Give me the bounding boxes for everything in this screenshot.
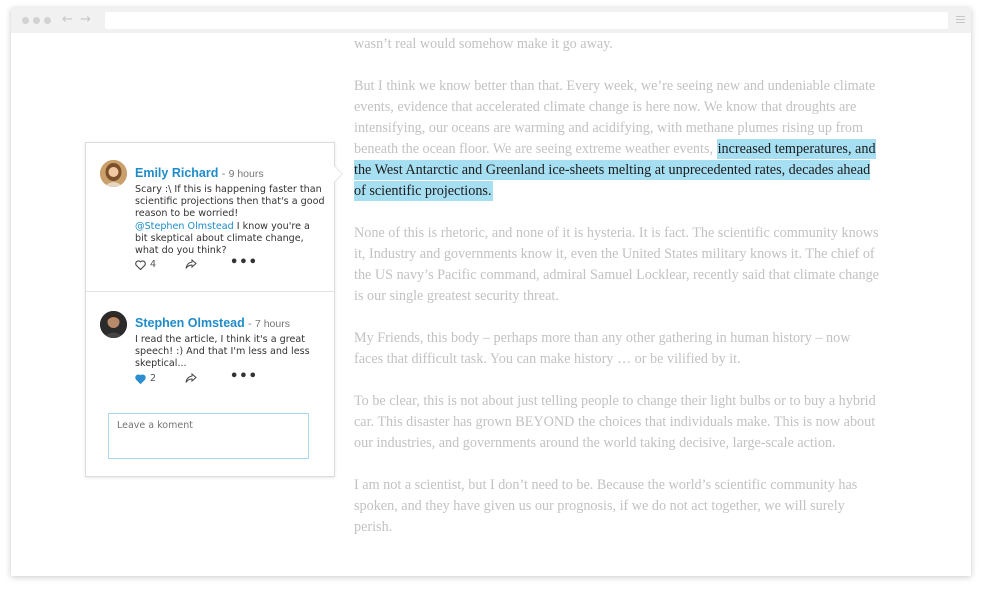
comment-text: I read the article, I think it's a great speech! :) And that I'm less and less skeptical... bbox=[135, 334, 310, 370]
article-paragraph: wasn’t real would somehow make it go away. bbox=[354, 36, 613, 52]
like-button[interactable] bbox=[135, 373, 156, 384]
article-paragraph: None of this is rhetoric, and none of it is hysteria. It is fact. The scientific community knows it, Industry and governments know it, even the United States military knows it. The chief of the US navy’s Pacific command, admiral Samuel Locklear, recently said that climate change is our single greatest security threat. bbox=[354, 225, 879, 304]
highlighted-text[interactable]: increased temperatures, and the West Antarctic and Greenland ice-sheets melting at unprecedented rates, decades ahead of scientific projections. bbox=[354, 141, 876, 199]
like-count: 2 bbox=[150, 373, 157, 384]
article-paragraph: I am not a scientist, but I don’t need to be. Because the world’s scientific community has spoken, and they have given us our prognosis, if we do not act together, we will surely perish. bbox=[354, 477, 858, 535]
comment-time: 9 hours bbox=[228, 168, 264, 180]
article-paragraph: To be clear, this is not about just telling people to change their light bulbs or to buy a hybrid car. This disaster has grown BEYOND the choices that individuals make. This is now about our industries, and governments around the world taking decisive, large-scale action. bbox=[354, 393, 876, 451]
comment-text-body: Scary :\ If this is happening faster than scientific projections then that's a good reason to be worried! bbox=[135, 184, 325, 220]
paragraph-text: But I think we know better than that. Every week, we’re seeing new and undeniable climate events, evidence that accelerated climate change is here now. We know that droughts are intensifying, our oceans are warming and acidifying, with methane plumes rising up from beneath the ocean floor. We are seeing extreme weather events, bbox=[354, 78, 876, 157]
share-icon[interactable] bbox=[185, 373, 197, 383]
hamburger-menu-icon[interactable] bbox=[956, 16, 965, 25]
like-count: 4 bbox=[150, 259, 157, 270]
avatar[interactable] bbox=[100, 311, 127, 338]
comment-content bbox=[135, 315, 325, 371]
more-dots-icon[interactable]: ••• bbox=[230, 255, 258, 270]
article-paragraph: My Friends, this body – perhaps more than any other gathering in human history – now faces that difficult task. You can make history … or be vilified by it. bbox=[354, 330, 851, 367]
comment-content bbox=[135, 165, 325, 257]
article-paragraph bbox=[354, 76, 879, 202]
comment-header bbox=[135, 165, 325, 182]
minimize-window-dot[interactable] bbox=[33, 17, 40, 24]
comment-author[interactable]: Stephen Olmstead bbox=[135, 316, 245, 330]
article-body bbox=[354, 34, 879, 559]
comment-item bbox=[86, 292, 334, 392]
comment-separator: - bbox=[248, 318, 252, 330]
browser-window bbox=[11, 8, 971, 576]
address-bar[interactable] bbox=[105, 12, 948, 29]
maximize-window-dot[interactable] bbox=[44, 17, 51, 24]
share-icon[interactable] bbox=[185, 259, 197, 269]
heart-filled-icon[interactable] bbox=[135, 374, 146, 384]
comment-separator: - bbox=[221, 168, 226, 180]
comment-header bbox=[135, 315, 325, 332]
arrow-right-icon[interactable]: → bbox=[80, 12, 91, 27]
mention-link[interactable]: @Stephen Olmstead bbox=[135, 220, 234, 232]
heart-outline-icon[interactable] bbox=[135, 260, 146, 270]
comment-text bbox=[135, 184, 325, 257]
browser-toolbar bbox=[11, 8, 971, 33]
comment-author[interactable]: Emily Richard bbox=[135, 166, 219, 180]
avatar[interactable] bbox=[100, 160, 127, 187]
close-window-dot[interactable] bbox=[22, 17, 29, 24]
comment-actions bbox=[135, 369, 258, 384]
arrow-left-icon[interactable]: ← bbox=[62, 12, 73, 27]
comments-panel bbox=[85, 142, 335, 477]
comment-reply-input[interactable] bbox=[108, 413, 309, 459]
more-dots-icon[interactable]: ••• bbox=[230, 369, 258, 384]
comment-item bbox=[86, 143, 334, 292]
comment-text-after-mention: I know you're a bit skeptical about climate change, what do you think? bbox=[135, 220, 310, 257]
comment-time: 7 hours bbox=[254, 318, 290, 330]
window-controls bbox=[22, 17, 51, 24]
comment-actions bbox=[135, 255, 258, 270]
like-button[interactable] bbox=[135, 259, 156, 270]
